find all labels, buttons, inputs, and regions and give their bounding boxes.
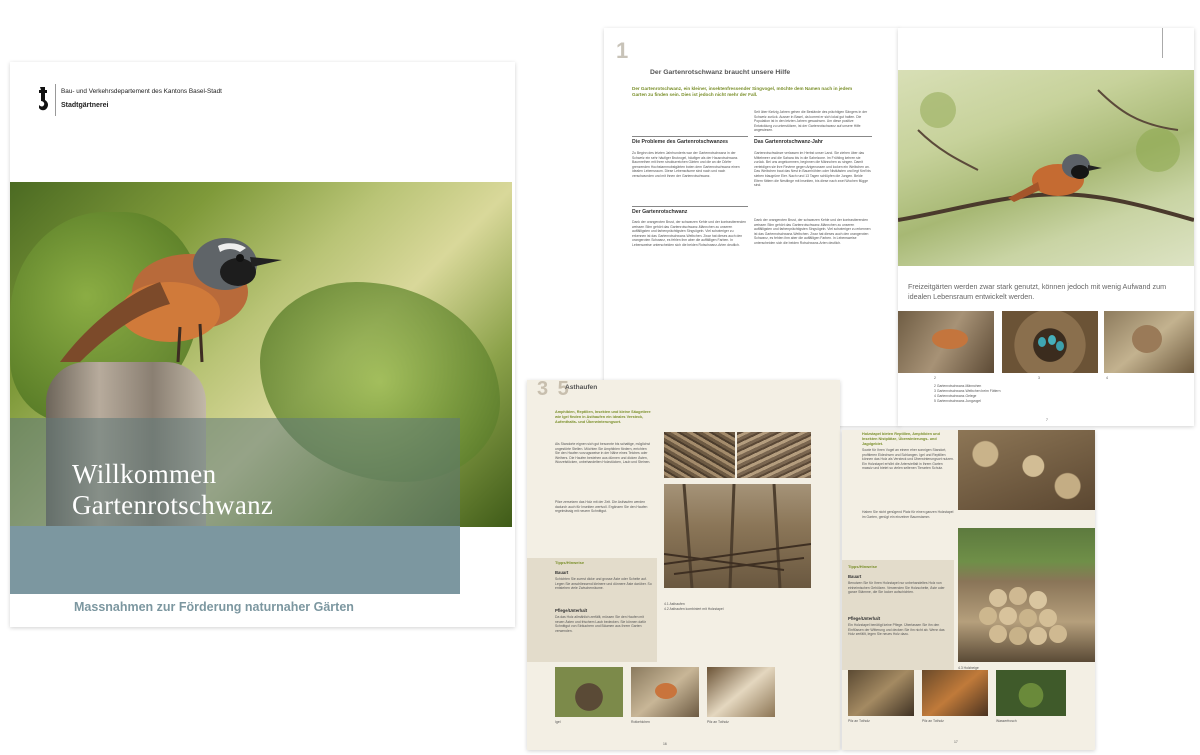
photo-hedgehog — [555, 667, 623, 717]
spread2-para2: Pilze zersetzen das Holz mit der Zeit. Die Asthaufen werden dadurch auch für Insekten wertvoll. Ergänzen Sie den Haufen regelmässig mit neuem Schnittgut. — [555, 500, 648, 514]
photo-branches-1 — [664, 432, 735, 478]
egg-3 — [1056, 341, 1064, 351]
spread2-lead: Amphibien, Reptilien, Insekten und kleine Säugetiere wie Igel finden in Asthaufen ein ideales Versteck, Aufenthalts- und Überwinterungsort. — [555, 410, 651, 424]
spread1-right-page — [898, 28, 1194, 426]
tip-heading-bauart-2: Bauart — [848, 574, 862, 579]
photo-redstart-branch — [898, 70, 1194, 266]
department-name: Bau- und Verkehrsdepartement des Kantons Basel-Stadt — [61, 88, 222, 95]
title-band-solid — [10, 526, 460, 594]
tip-para-pflege: Da das Holz allmählich zerfällt, müssen Sie den Haufen mit neuen Ästen und frischem Laub bedecken. Sie können dafür Schnittgut von Sträuchern und Bäumen aus Ihrem Garten verwenden. — [555, 615, 647, 633]
col-right-rule — [754, 136, 872, 137]
footnote-1: 2 Gartenrotschwanz-Männchen — [934, 384, 982, 388]
branch-bird-illustration — [898, 70, 1194, 266]
spread2-left-page — [527, 380, 840, 750]
young-bird-shape — [1132, 325, 1162, 353]
cover-title-line2: Gartenrotschwanz — [72, 490, 274, 520]
photo-fungus-2 — [848, 670, 914, 716]
spread1-page-right: 7 — [1046, 418, 1048, 422]
tip-heading-pflege-2: Pflege/Unterhalt — [848, 616, 881, 621]
para-jahr-continued: Dank der orangeroten Brust, der schwarzen Kehle und der kontrastierenden weissen Stirn gehört das Gartenrotschwanz-Männchen zu unseren auffälligsten und farbenprächtigsten Singvögeln. Viel schwieriger zu erkennen ist das Gartenrotschwanz-Weibchen. Zwar hat dieses auch den orangeroten Schwanz, es fehlen ihm aber die auffälligen Farben. In Lebensweise unterscheiden sich die beiden Rotschwanz-Arten deutlich. — [754, 218, 871, 245]
footnote-4: 5 Gartenrotschwanz-Jungvogel — [934, 399, 981, 403]
photo-fungus-3 — [922, 670, 988, 716]
photo-young-bird — [1104, 311, 1194, 373]
woodpile-illustration — [958, 528, 1095, 662]
spread1-caption: Freizeitgärten werden zwar stark genutzt, können jedoch mit wenig Aufwand zum idealen Lebensraum entwickelt werden. — [908, 282, 1167, 301]
spread2-para1: Als Standorte eignen sich gut besonnte bis schattige, möglichst ungestörte Stellen. Möchten Sie Amphibien fördern, errichten Sie den Haufen vorzugsweise in der Nähe eines Teiches oder Weihers. Die Haufen bestehen aus dünnen und dicken Ästen, Wurzelstöcken, unbehandelten Holzstücken, Laub und Steinen. — [555, 442, 651, 465]
photo-asthaufen — [664, 484, 811, 588]
tip-heading-bauart: Bauart — [555, 570, 569, 575]
photo-woodpile-2 — [958, 528, 1095, 662]
bottom-caption-frosch: Wasserfrosch — [996, 719, 1017, 723]
tip-para-bauart-2: Benutzen Sie für Ihren Holzstapel nur unbehandeltes Holz von einheimischen Gehölzen. Verwenden Sie Holzscheite, Äste oder ganze Stämme, die Sie locker aufschichten. — [848, 581, 945, 595]
heading-probleme: Die Probleme des Gartenrotschwanzes — [632, 139, 729, 145]
para-jahr: Gartenrotschwänze verlassen im Herbst unser Land. Sie ziehen über das Mittelmeer und die Sahara bis in die Sahelzone. Im Frühling kehren sie zurück. Bei uns angekommen, beginnen die Männchen zu singen. Damit verteidigen sie ihre Reviere gegen Artgenossen und locken ein Weibchen an. Das Weibchen baut das Nest in Baumhöhlen oder Nistkästen und legt fünf bis sieben blaugrüne Eier. Nach rund 13 Tagen schlüpfen die Jungen. Beide Eltern füttern die Nestlinge mit Insekten, bis diese nach zwei Wochen flügge sind. — [754, 151, 871, 188]
asthaufen-illustration — [664, 484, 811, 588]
cover-title-line1: Willkommen — [72, 459, 217, 489]
spread3-para1: Sowie für Ihren Vogel an einem eher sonnigen Standort, profitieren Eidechsen und Schlangen. Igel und Reptilien können das Holz als Versteck und Überwinterungsort nutzen. Ein Holzstapel erhöht die Artenvielfalt in Ihrem Garten massiv und bietet so vielen seltenen Tierarten Schutz. — [862, 448, 954, 471]
footnote-2: 3 Gartenrotschwanz-Weibchen beim Füttern — [934, 389, 1001, 393]
heading-jahr: Das Gartenrotschwanz-Jahr — [754, 139, 823, 145]
bottom-caption-pilz-2: Pilz an Totholz — [848, 719, 870, 723]
tip-para-pflege-2: Ein Holzstapel benötigt keine Pflege. Überlassen Sie ihn den Einflüssen der Witterung und decken Sie ihn nicht ab. Wenn das Holz zerfällt, legen Sie neues Holz dazu. — [848, 623, 945, 637]
spread3-right-page — [842, 430, 1095, 750]
redstart-bird-illustration — [50, 212, 300, 382]
basel-crest-icon — [36, 86, 50, 112]
cover-page — [10, 62, 515, 627]
spread2-title: Asthaufen — [565, 384, 598, 391]
footnote-3: 4 Gartenrotschwanz-Gelege — [934, 394, 977, 398]
egg-2 — [1048, 335, 1056, 345]
photo-branches-2 — [737, 432, 811, 478]
bottom-caption-pilz-3: Pilz an Totholz — [922, 719, 944, 723]
photo-label-2: 2 — [934, 376, 936, 380]
photo-robin — [631, 667, 699, 717]
agency-name: Stadtgärtnerei — [61, 102, 109, 109]
spread1-right-rule — [1162, 28, 1163, 58]
heading-vogel: Der Gartenrotschwanz — [632, 209, 688, 215]
male-bird-shape — [932, 329, 968, 349]
egg-1 — [1038, 337, 1046, 347]
crest-divider — [55, 84, 56, 116]
spread3-lead: Holzstapel bieten Reptilien, Amphibien und Insekten Nistplätze, Überwinterungs- und Jagdgebiet. — [862, 432, 940, 446]
spread3-page-right: 17 — [954, 740, 958, 744]
spread2-page-left: 16 — [663, 742, 667, 746]
photo-fungus — [707, 667, 775, 717]
spread1-lead: Der Gartenrotschwanz, ein kleiner, insektenfressender Singvogel, möchte dem Namen nach in jedem Garten zu finden sein. Dies ist jedoch nicht mehr der Fall. — [632, 86, 853, 98]
robin-shape — [655, 683, 677, 699]
tip-title-2: Tipps/Hinweise — [848, 564, 878, 569]
spread3-caption: 4.3 Holzbeige — [958, 666, 979, 670]
tip-box — [527, 558, 657, 662]
bottom-caption-rotkehlchen: Rotkehlchen — [631, 720, 650, 724]
tip-para-bauart: Schichten Sie zuerst dicke und grosse Äste oder Scheite auf. Legen Sie anschliessend kleinere und dünnere Äste darüber. So entstehen viele Zwischenräume. — [555, 577, 652, 591]
photo-label-4: 4 — [1106, 376, 1108, 380]
photo-woodpile-1 — [958, 430, 1095, 510]
spread3-para2: Haben Sie nicht genügend Platz für einen ganzen Holzstapel im Garten, genügt ein einzelner Baumstamm. — [862, 510, 954, 519]
photo-nest-eggs — [1002, 311, 1098, 373]
cover-subtitle: Massnahmen zur Förderung naturnaher Gärten — [74, 600, 354, 614]
bottom-caption-igel: Igel — [555, 720, 561, 724]
col-left-rule — [632, 136, 748, 137]
spread1-intro: Seit über fünfzig Jahren gehen die Bestände des prächtigen Sängers in der Schweiz zurück. Ausser in Basel, da kommt er sich lokal gut halten. Die Population ist in den letzten Jahren gewachsen. Um diese positive Entwicklung zu unterstützen, ist der Gartenrotschwanz auf unsere Hilfe angewiesen. — [754, 110, 868, 133]
page-number-large: 1 — [616, 38, 629, 63]
para-vogel: Dank der orangeroten Brust, der schwarzen Kehle und der kontrastierenden weissen Stirn gehört das Gartenrotschwanz-Männchen zu unseren auffälligsten und farbenprächtigsten Singvögeln. Viel schwieriger zu erkennen ist das Gartenrotschwanz-Weibchen. Zwar hat dieses auch den orangeroten Schwanz, es fehlen ihm aber die auffälligen Farben. In Lebensweise unterscheiden sich die beiden Rotschwanz-Arten deutlich. — [632, 220, 747, 247]
spread2-caption-2: 4.2 Asthaufen kombiniert mit Holzstapel — [664, 607, 724, 611]
spread2-caption-1: 4.1 Asthaufen — [664, 602, 685, 606]
photo-frog — [996, 670, 1066, 716]
tip-heading-pflege: Pflege/Unterhalt — [555, 608, 588, 613]
tip-title: Tipps/Hinweise — [555, 560, 585, 565]
photo-redstart-male — [898, 311, 994, 373]
col-left-rule-2 — [632, 206, 748, 207]
spread1-title: Der Gartenrotschwanz braucht unsere Hilfe — [650, 69, 791, 76]
spread1-left-page — [604, 28, 900, 426]
para-probleme: Zu Beginn des letzten Jahrhunderts war der Gartenrotschwanz in der Schweiz ein sehr häufiger Brutvogel, häufiger als der Hausrotschwanz. Baumreihen mit ihren strukturreichen Gärten und die an die Dörfer grenzenden Hochstammobstgärten boten dem Gartenrotschwanz einen idealen Lebensraum. Diese Lebensräume sind nach und nach verschwunden und mit ihnen der Gartenrotschwanz. — [632, 151, 740, 178]
spread2-page-number: 3 5 — [537, 380, 571, 400]
bottom-caption-pilz: Pilz an Totholz — [707, 720, 729, 724]
photo-label-3: 3 — [1038, 376, 1040, 380]
